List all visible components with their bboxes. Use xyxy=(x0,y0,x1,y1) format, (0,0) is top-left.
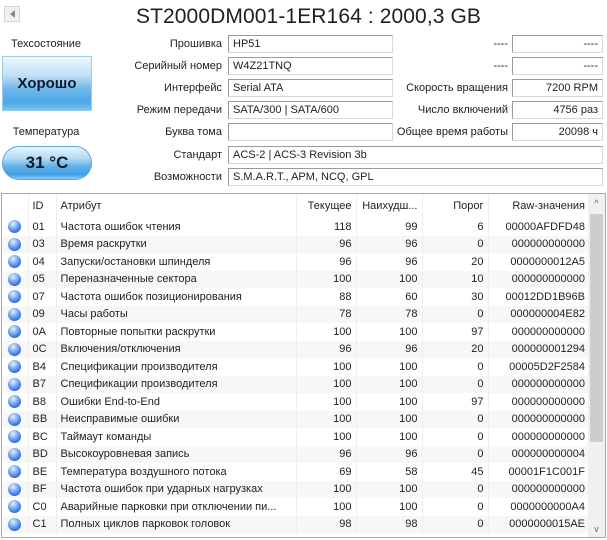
table-row[interactable] xyxy=(2,236,589,254)
standard-label: Стандарт xyxy=(173,149,222,161)
cell-raw: 000000000000 xyxy=(488,376,589,394)
status-cell xyxy=(2,498,28,516)
cell-attribute: Спецификации производителя xyxy=(56,358,296,376)
cell-attribute: Спецификации производителя xyxy=(56,376,296,394)
status-cell xyxy=(2,376,28,394)
status-cell xyxy=(2,446,28,464)
health-status-button[interactable]: Хорошо xyxy=(2,56,92,111)
cell-worst: 100 xyxy=(356,393,422,411)
table-header-row xyxy=(2,194,589,218)
cell-attribute: Время раскрутки xyxy=(56,236,296,254)
table-row[interactable] xyxy=(2,393,589,411)
cell-threshold: 20 xyxy=(422,253,488,271)
cell-id: BF xyxy=(28,481,56,499)
table-row[interactable] xyxy=(2,481,589,499)
extra1-field[interactable]: ---- xyxy=(512,35,603,53)
cell-threshold: 45 xyxy=(422,463,488,481)
cell-current: 100 xyxy=(296,481,356,499)
disk-title: ST2000DM001-1ER164 : 2000,3 GB xyxy=(135,5,482,28)
column-header-attribute[interactable]: Атрибут xyxy=(56,194,296,218)
cell-raw: 0000000000A4 xyxy=(488,498,589,516)
cell-attribute: Таймаут команды xyxy=(56,428,296,446)
status-cell xyxy=(2,516,28,534)
features-label: Возможности xyxy=(153,171,222,183)
health-label: Техсостояние xyxy=(11,38,81,50)
cell-threshold: 0 xyxy=(422,358,488,376)
cell-raw: 000000000000 xyxy=(488,236,589,254)
table-row[interactable] xyxy=(2,323,589,341)
cell-current: 100 xyxy=(296,271,356,289)
cell-current: 100 xyxy=(296,411,356,429)
cell-id: C1 xyxy=(28,516,56,534)
column-header-raw[interactable]: Raw-значения xyxy=(488,194,589,218)
cell-attribute: Ошибки End-to-End xyxy=(56,393,296,411)
cell-id: BD xyxy=(28,446,56,464)
status-dot-icon xyxy=(8,308,21,321)
firmware-field[interactable]: HP51 xyxy=(228,35,393,53)
table-row[interactable] xyxy=(2,253,589,271)
cell-current: 78 xyxy=(296,306,356,324)
cell-raw: 000000000000 xyxy=(488,481,589,499)
cell-attribute: Неисправимые ошибки xyxy=(56,411,296,429)
status-cell xyxy=(2,411,28,429)
status-dot-icon xyxy=(8,255,21,268)
cell-raw: 0000000012A5 xyxy=(488,253,589,271)
table-row[interactable] xyxy=(2,376,589,394)
extra1-label: ---- xyxy=(493,38,508,50)
status-cell xyxy=(2,428,28,446)
cell-id: 0C xyxy=(28,341,56,359)
rotation-rate-field[interactable]: 7200 RPM xyxy=(512,79,603,97)
cell-id: B4 xyxy=(28,358,56,376)
status-cell xyxy=(2,323,28,341)
status-cell xyxy=(2,393,28,411)
standard-field[interactable]: ACS-2 | ACS-3 Revision 3b xyxy=(228,146,603,164)
cell-id: B8 xyxy=(28,393,56,411)
cell-raw: 00000AFDFD48 xyxy=(488,218,589,236)
rotation-rate-label: Скорость вращения xyxy=(406,82,508,94)
status-dot-icon xyxy=(8,413,21,426)
cell-worst: 96 xyxy=(356,236,422,254)
cell-threshold: 0 xyxy=(422,481,488,499)
status-dot-icon xyxy=(8,238,21,251)
cell-raw: 0000000015AE xyxy=(488,516,589,534)
cell-id: BB xyxy=(28,411,56,429)
table-row[interactable] xyxy=(2,446,589,464)
cell-id: B7 xyxy=(28,376,56,394)
transfer-mode-label: Режим передачи xyxy=(136,104,222,116)
cell-worst: 100 xyxy=(356,498,422,516)
status-dot-icon xyxy=(8,500,21,513)
cell-current: 96 xyxy=(296,446,356,464)
cell-worst: 60 xyxy=(356,288,422,306)
cell-id: 0A xyxy=(28,323,56,341)
cell-id: 09 xyxy=(28,306,56,324)
cell-current: 96 xyxy=(296,253,356,271)
cell-raw: 000000000000 xyxy=(488,323,589,341)
cell-id: C0 xyxy=(28,498,56,516)
power-on-count-field[interactable]: 4756 раз xyxy=(512,101,603,119)
cell-worst: 100 xyxy=(356,271,422,289)
cell-id: 04 xyxy=(28,253,56,271)
status-dot-icon xyxy=(8,378,21,391)
cell-current: 100 xyxy=(296,323,356,341)
cell-current: 96 xyxy=(296,341,356,359)
cell-current: 69 xyxy=(296,463,356,481)
table-row[interactable] xyxy=(2,463,589,481)
cell-raw: 000000000000 xyxy=(488,411,589,429)
scroll-down-arrow-icon[interactable]: v xyxy=(594,523,599,534)
cell-current: 100 xyxy=(296,358,356,376)
status-dot-icon xyxy=(8,273,21,286)
cell-current: 96 xyxy=(296,236,356,254)
cell-threshold: 97 xyxy=(422,323,488,341)
cell-current: 100 xyxy=(296,498,356,516)
status-cell xyxy=(2,271,28,289)
features-field[interactable]: S.M.A.R.T., APM, NCQ, GPL xyxy=(228,168,603,186)
power-on-hours-field[interactable]: 20098 ч xyxy=(512,123,603,141)
cell-worst: 100 xyxy=(356,358,422,376)
cell-raw: 00005D2F2584 xyxy=(488,358,589,376)
serial-field[interactable]: W4Z21TNQ xyxy=(228,57,393,75)
cell-threshold: 0 xyxy=(422,306,488,324)
extra2-label: ---- xyxy=(493,60,508,72)
cell-current: 100 xyxy=(296,393,356,411)
status-cell xyxy=(2,236,28,254)
cell-worst: 96 xyxy=(356,446,422,464)
status-dot-icon xyxy=(8,448,21,461)
cell-attribute: Включения/отключения xyxy=(56,341,296,359)
temperature-button[interactable]: 31 °C xyxy=(2,146,92,180)
cell-worst: 100 xyxy=(356,428,422,446)
status-dot-icon xyxy=(8,483,21,496)
cell-threshold: 0 xyxy=(422,411,488,429)
status-cell xyxy=(2,358,28,376)
cell-raw: 000000000000 xyxy=(488,428,589,446)
cell-current: 100 xyxy=(296,376,356,394)
interface-field[interactable]: Serial ATA xyxy=(228,79,393,97)
cell-worst: 98 xyxy=(356,516,422,534)
cell-current: 118 xyxy=(296,218,356,236)
serial-label: Серийный номер xyxy=(134,60,222,72)
cell-threshold: 30 xyxy=(422,288,488,306)
status-cell xyxy=(2,253,28,271)
cell-attribute: Повторные попытки раскрутки xyxy=(56,323,296,341)
cell-id: 03 xyxy=(28,236,56,254)
table-row[interactable] xyxy=(2,428,589,446)
cell-threshold: 6 xyxy=(422,218,488,236)
cell-threshold: 0 xyxy=(422,446,488,464)
column-header-worst[interactable]: Наихудш... xyxy=(356,194,422,218)
extra2-field[interactable]: ---- xyxy=(512,57,603,75)
cell-worst: 96 xyxy=(356,253,422,271)
cell-current: 100 xyxy=(296,428,356,446)
status-cell xyxy=(2,341,28,359)
firmware-label: Прошивка xyxy=(169,38,222,50)
cell-raw: 000000001294 xyxy=(488,341,589,359)
cell-raw: 000000004E82 xyxy=(488,306,589,324)
cell-threshold: 0 xyxy=(422,236,488,254)
drive-letter-field[interactable] xyxy=(228,123,393,141)
power-on-count-label: Число включений xyxy=(417,104,508,116)
table-row[interactable] xyxy=(2,218,589,236)
cell-worst: 100 xyxy=(356,411,422,429)
cell-threshold: 0 xyxy=(422,516,488,534)
cell-worst: 100 xyxy=(356,481,422,499)
cell-threshold: 97 xyxy=(422,393,488,411)
vertical-scrollbar[interactable] xyxy=(588,194,605,537)
scroll-up-arrow-icon[interactable]: ^ xyxy=(594,197,599,208)
status-cell xyxy=(2,218,28,236)
status-dot-icon xyxy=(8,220,21,233)
cell-worst: 58 xyxy=(356,463,422,481)
cell-worst: 96 xyxy=(356,341,422,359)
cell-attribute: Запуски/остановки шпинделя xyxy=(56,253,296,271)
status-dot-icon xyxy=(8,343,21,356)
cell-attribute: Полных циклов парковок головок xyxy=(56,516,296,534)
cell-attribute: Аварийные парковки при отключении пи... xyxy=(56,498,296,516)
cell-worst: 78 xyxy=(356,306,422,324)
status-cell xyxy=(2,481,28,499)
cell-threshold: 10 xyxy=(422,271,488,289)
cell-worst: 99 xyxy=(356,218,422,236)
drive-letter-label: Буква тома xyxy=(165,126,222,138)
cell-threshold: 20 xyxy=(422,341,488,359)
cell-attribute: Частота ошибок чтения xyxy=(56,218,296,236)
status-dot-icon xyxy=(8,518,21,531)
column-header-status[interactable] xyxy=(2,194,28,218)
status-dot-icon xyxy=(8,395,21,408)
table-row[interactable] xyxy=(2,516,589,534)
status-dot-icon xyxy=(8,290,21,303)
cell-attribute: Температура воздушного потока xyxy=(56,463,296,481)
status-dot-icon xyxy=(8,430,21,443)
cell-worst: 100 xyxy=(356,323,422,341)
cell-id: 05 xyxy=(28,271,56,289)
cell-raw: 000000000000 xyxy=(488,393,589,411)
table-row[interactable] xyxy=(2,358,589,376)
smart-attributes-table[interactable] xyxy=(1,193,606,538)
cell-id: 01 xyxy=(28,218,56,236)
table-row[interactable] xyxy=(2,306,589,324)
cell-raw: 000000000004 xyxy=(488,446,589,464)
table-row[interactable] xyxy=(2,498,589,516)
cell-worst: 100 xyxy=(356,376,422,394)
cell-attribute: Частота ошибок позиционирования xyxy=(56,288,296,306)
table-row[interactable] xyxy=(2,288,589,306)
cell-raw: 000000000000 xyxy=(488,271,589,289)
status-dot-icon xyxy=(8,325,21,338)
column-header-current[interactable]: Текущее xyxy=(296,194,356,218)
cell-attribute: Часы работы xyxy=(56,306,296,324)
cell-threshold: 0 xyxy=(422,428,488,446)
cell-threshold: 0 xyxy=(422,376,488,394)
cell-current: 98 xyxy=(296,516,356,534)
status-cell xyxy=(2,463,28,481)
table-row[interactable] xyxy=(2,341,589,359)
cell-raw: 00012DD1B96B xyxy=(488,288,589,306)
status-cell xyxy=(2,288,28,306)
scrollbar-thumb[interactable] xyxy=(590,214,603,442)
cell-id: BE xyxy=(28,463,56,481)
power-on-hours-label: Общее время работы xyxy=(396,126,508,138)
status-dot-icon xyxy=(8,360,21,373)
cell-attribute: Высокоуровневая запись xyxy=(56,446,296,464)
column-header-threshold[interactable]: Порог xyxy=(422,194,488,218)
interface-label: Интерфейс xyxy=(164,82,222,94)
cell-threshold: 0 xyxy=(422,498,488,516)
table-row[interactable] xyxy=(2,271,589,289)
cell-attribute: Частота ошибок при ударных нагрузках xyxy=(56,481,296,499)
transfer-mode-field[interactable]: SATA/300 | SATA/600 xyxy=(228,101,393,119)
status-dot-icon xyxy=(8,465,21,478)
table-row[interactable] xyxy=(2,411,589,429)
cell-current: 88 xyxy=(296,288,356,306)
cell-attribute: Переназначенные сектора xyxy=(56,271,296,289)
column-header-id[interactable]: ID xyxy=(28,194,56,218)
temperature-label: Температура xyxy=(12,126,80,138)
cell-id: 07 xyxy=(28,288,56,306)
cell-raw: 00001F1C001F xyxy=(488,463,589,481)
status-cell xyxy=(2,306,28,324)
cell-id: BC xyxy=(28,428,56,446)
